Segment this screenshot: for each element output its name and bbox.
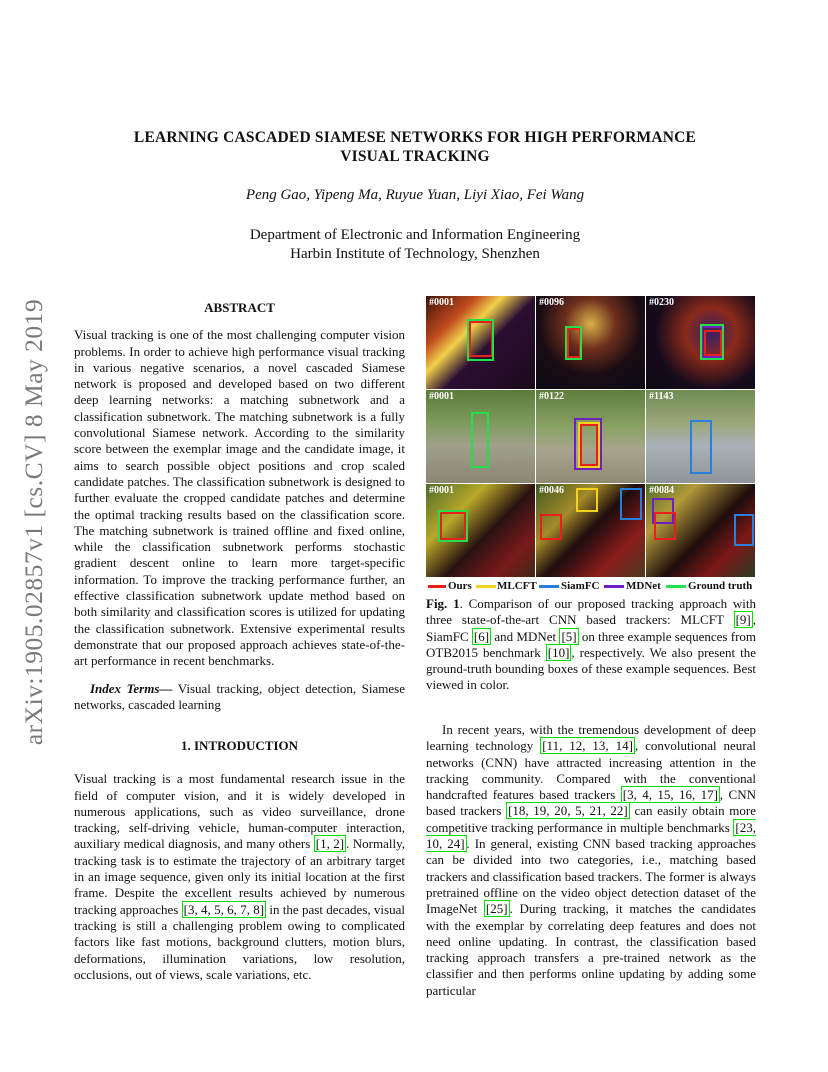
frame-number: #0001 xyxy=(429,485,454,496)
paper-title-line-1: LEARNING CASCADED SIAMESE NETWORKS FOR HIGH PERFORMANCE xyxy=(133,129,697,146)
legend-label-mlcft: MLCFT xyxy=(497,580,537,592)
frame-row2-col2 xyxy=(536,390,645,483)
abstract-section xyxy=(74,300,405,713)
bbox-ground-truth xyxy=(467,319,494,361)
citation-link[interactable]: [11, 12, 13, 14] xyxy=(542,738,633,754)
legend-swatch-ours xyxy=(428,585,446,588)
frame-number: #1143 xyxy=(649,391,674,402)
bbox-ground-truth xyxy=(565,326,582,360)
affiliation-institute: Harbin Institute of Technology, Shenzhen xyxy=(290,246,540,262)
citation-link[interactable]: [3, 4, 15, 16, 17] xyxy=(622,787,718,803)
intro-text: . During tracking, it matches the candidates with the exemplar by correlating deep features and does not need online updating. In contrast, the classification based tracking approach transfers a pre-trained network as the classifier and then performs online updating by adding some particular xyxy=(426,901,756,998)
index-terms-label: Index Terms— xyxy=(90,680,173,696)
legend-label-mdnet: MDNet xyxy=(626,580,661,592)
intro-text: , CNN based trackers xyxy=(426,787,756,819)
intro-text: , convolutional neural networks (CNN) have attracted increasing attention in the tracking community. Compared with the conventional handcrafted features based trackers xyxy=(426,738,757,803)
figure-1 xyxy=(426,296,756,578)
citation-link[interactable]: [10] xyxy=(547,644,570,660)
legend-label-ours: Ours xyxy=(448,580,472,592)
introduction-paragraph-2 xyxy=(426,722,756,999)
bbox-ground-truth xyxy=(438,510,468,542)
bbox-siamfc xyxy=(690,420,712,474)
legend-swatch-siamfc xyxy=(539,585,559,588)
index-terms xyxy=(74,681,405,714)
frame-number: #0001 xyxy=(429,297,454,308)
bbox-ours xyxy=(654,512,676,540)
frame-number: #0096 xyxy=(539,297,564,308)
frame-row3-col1 xyxy=(426,484,535,577)
paper-title xyxy=(60,128,770,166)
frame-row2-col1 xyxy=(426,390,535,483)
author-list: Peng Gao, Yipeng Ma, Ruyue Yuan, Liyi Xiao, Fei Wang xyxy=(245,187,585,203)
citation-link[interactable]: [1, 2] xyxy=(315,836,345,852)
legend-label-ground-truth: Ground truth xyxy=(688,580,753,592)
citation-link[interactable]: [9] xyxy=(735,612,751,628)
figure-1-caption xyxy=(426,596,756,694)
legend-swatch-mlcft xyxy=(476,585,496,588)
caption-text: on three example sequences from OTB2015 benchmark xyxy=(426,628,757,660)
frame-number: #0001 xyxy=(429,391,454,402)
intro-text: Visual tracking is a most fundamental research issue in the field of computer vision, and it is widely developed in numerous applications, such as video surveillance, drone tracking, self-driving vehicle, human-computer interaction, auxiliary medical diagnosis, and many others xyxy=(74,771,405,852)
caption-text: , SiamFC xyxy=(426,612,756,644)
citation-link[interactable]: [18, 19, 20, 5, 21, 22] xyxy=(508,803,628,819)
bbox-ours xyxy=(580,424,598,466)
frame-number: #0122 xyxy=(539,391,564,402)
frame-row1-col3 xyxy=(646,296,755,389)
intro-text: In recent years, with the tremendous development of deep learning technology xyxy=(426,722,756,754)
frame-number: #0084 xyxy=(649,485,674,496)
legend-swatch-ground-truth xyxy=(666,585,686,588)
bbox-ours xyxy=(540,514,562,540)
intro-text: can easily obtain more competitive tracking performance in multiple benchmarks xyxy=(426,803,756,835)
introduction-continuation xyxy=(426,722,756,999)
citation-link[interactable]: [3, 4, 5, 6, 7, 8] xyxy=(183,901,265,917)
bbox-siamfc xyxy=(620,488,642,520)
legend-swatch-mdnet xyxy=(604,585,624,588)
legend-label-siamfc: SiamFC xyxy=(561,580,600,592)
intro-text: . In general, existing CNN based tracking approaches can be divided into two categories, i.e., matching based trackers and classification based trackers. The former is always pretrained offline on the video object detection dataset of the ImageNet xyxy=(426,836,756,917)
caption-label: Fig. 1 xyxy=(426,596,460,611)
introduction-paragraph-1 xyxy=(74,771,405,983)
abstract-heading: ABSTRACT xyxy=(204,300,275,315)
citation-link[interactable]: [25] xyxy=(485,901,508,917)
introduction-section xyxy=(74,738,405,983)
citation-link[interactable]: [6] xyxy=(473,628,490,644)
index-terms-text: Visual tracking, object detection, Siamese networks, cascaded learning xyxy=(74,680,406,712)
frame-row2-col3 xyxy=(646,390,755,483)
frame-row1-col1 xyxy=(426,296,535,389)
bbox-siamfc xyxy=(734,514,754,546)
arxiv-stamp xyxy=(14,284,54,760)
bbox-ground-truth xyxy=(471,412,489,468)
intro-text: . Normally, tracking task is to estimate the trajectory of an arbitrary target in an image sequence, given only its initial location at the first frame. Despite the excellent results achieved by numerous tracking approaches xyxy=(74,836,405,917)
arxiv-stamp-text: arXiv:1905.02857v1 [cs.CV] 8 May 2019 xyxy=(19,298,48,746)
abstract-text: Visual tracking is one of the most challenging computer vision problems. In order to achieve high performance visual tracking in various negative scenarios, a novel cascaded Siamese network is proposed and developed based on two different deep learning networks: a matching subnetwork and a classification subnetwork. The matching subnetwork is a fully convolutional Siamese network. According to the similarity score between the exemplar image and the candidate image, it aims to search possible object positions and crop scaled candidate patches. The classification subnetwork is designed to further evaluate the cropped candidate patches and determine the optimal tracking results based on the classification score. The matching subnetwork is trained offline and fixed online, while the classification subnetwork performs stochastic gradient descent online to learn more target-specific information. To improve the tracking performance further, an effective classification subnetwork update method based on both similarity and classification scores is utilized for updating the classification subnetwork. Extensive experimental results demonstrate that our proposed approach achieves state-of-the-art performance in recent benchmarks. xyxy=(74,327,405,669)
frame-row3-col2 xyxy=(536,484,645,577)
frame-row1-col2 xyxy=(536,296,645,389)
intro-text: in the past decades, visual tracking is still a challenging problem owing to complicated factors like fast motions, background clutters, motion blurs, deformations, illumination variations, low resolution, occlusions, out of views, scale variations, etc. xyxy=(74,901,405,982)
figure-legend xyxy=(426,580,756,594)
caption-text: , respectively. We also present the ground-truth bounding boxes of these example sequences. Best viewed in color. xyxy=(426,644,756,693)
caption-text: . Comparison of our proposed tracking approach with three state-of-the-art CNN based trackers: MLCFT xyxy=(426,596,756,628)
caption-text: and MDNet xyxy=(491,628,560,644)
affiliation-department: Department of Electronic and Information Engineering xyxy=(249,227,581,243)
citation-link[interactable]: [5] xyxy=(561,628,577,644)
frame-number: #0046 xyxy=(539,485,564,496)
citation-link[interactable]: [23, 10, 24] xyxy=(426,819,756,852)
affiliation xyxy=(60,226,770,264)
bbox-mlcft xyxy=(576,488,598,512)
introduction-heading: 1. INTRODUCTION xyxy=(180,738,298,753)
paper-title-line-2: VISUAL TRACKING xyxy=(340,148,490,165)
frame-number: #0230 xyxy=(649,297,674,308)
frame-row3-col3 xyxy=(646,484,755,577)
bbox-ground-truth xyxy=(700,324,724,360)
